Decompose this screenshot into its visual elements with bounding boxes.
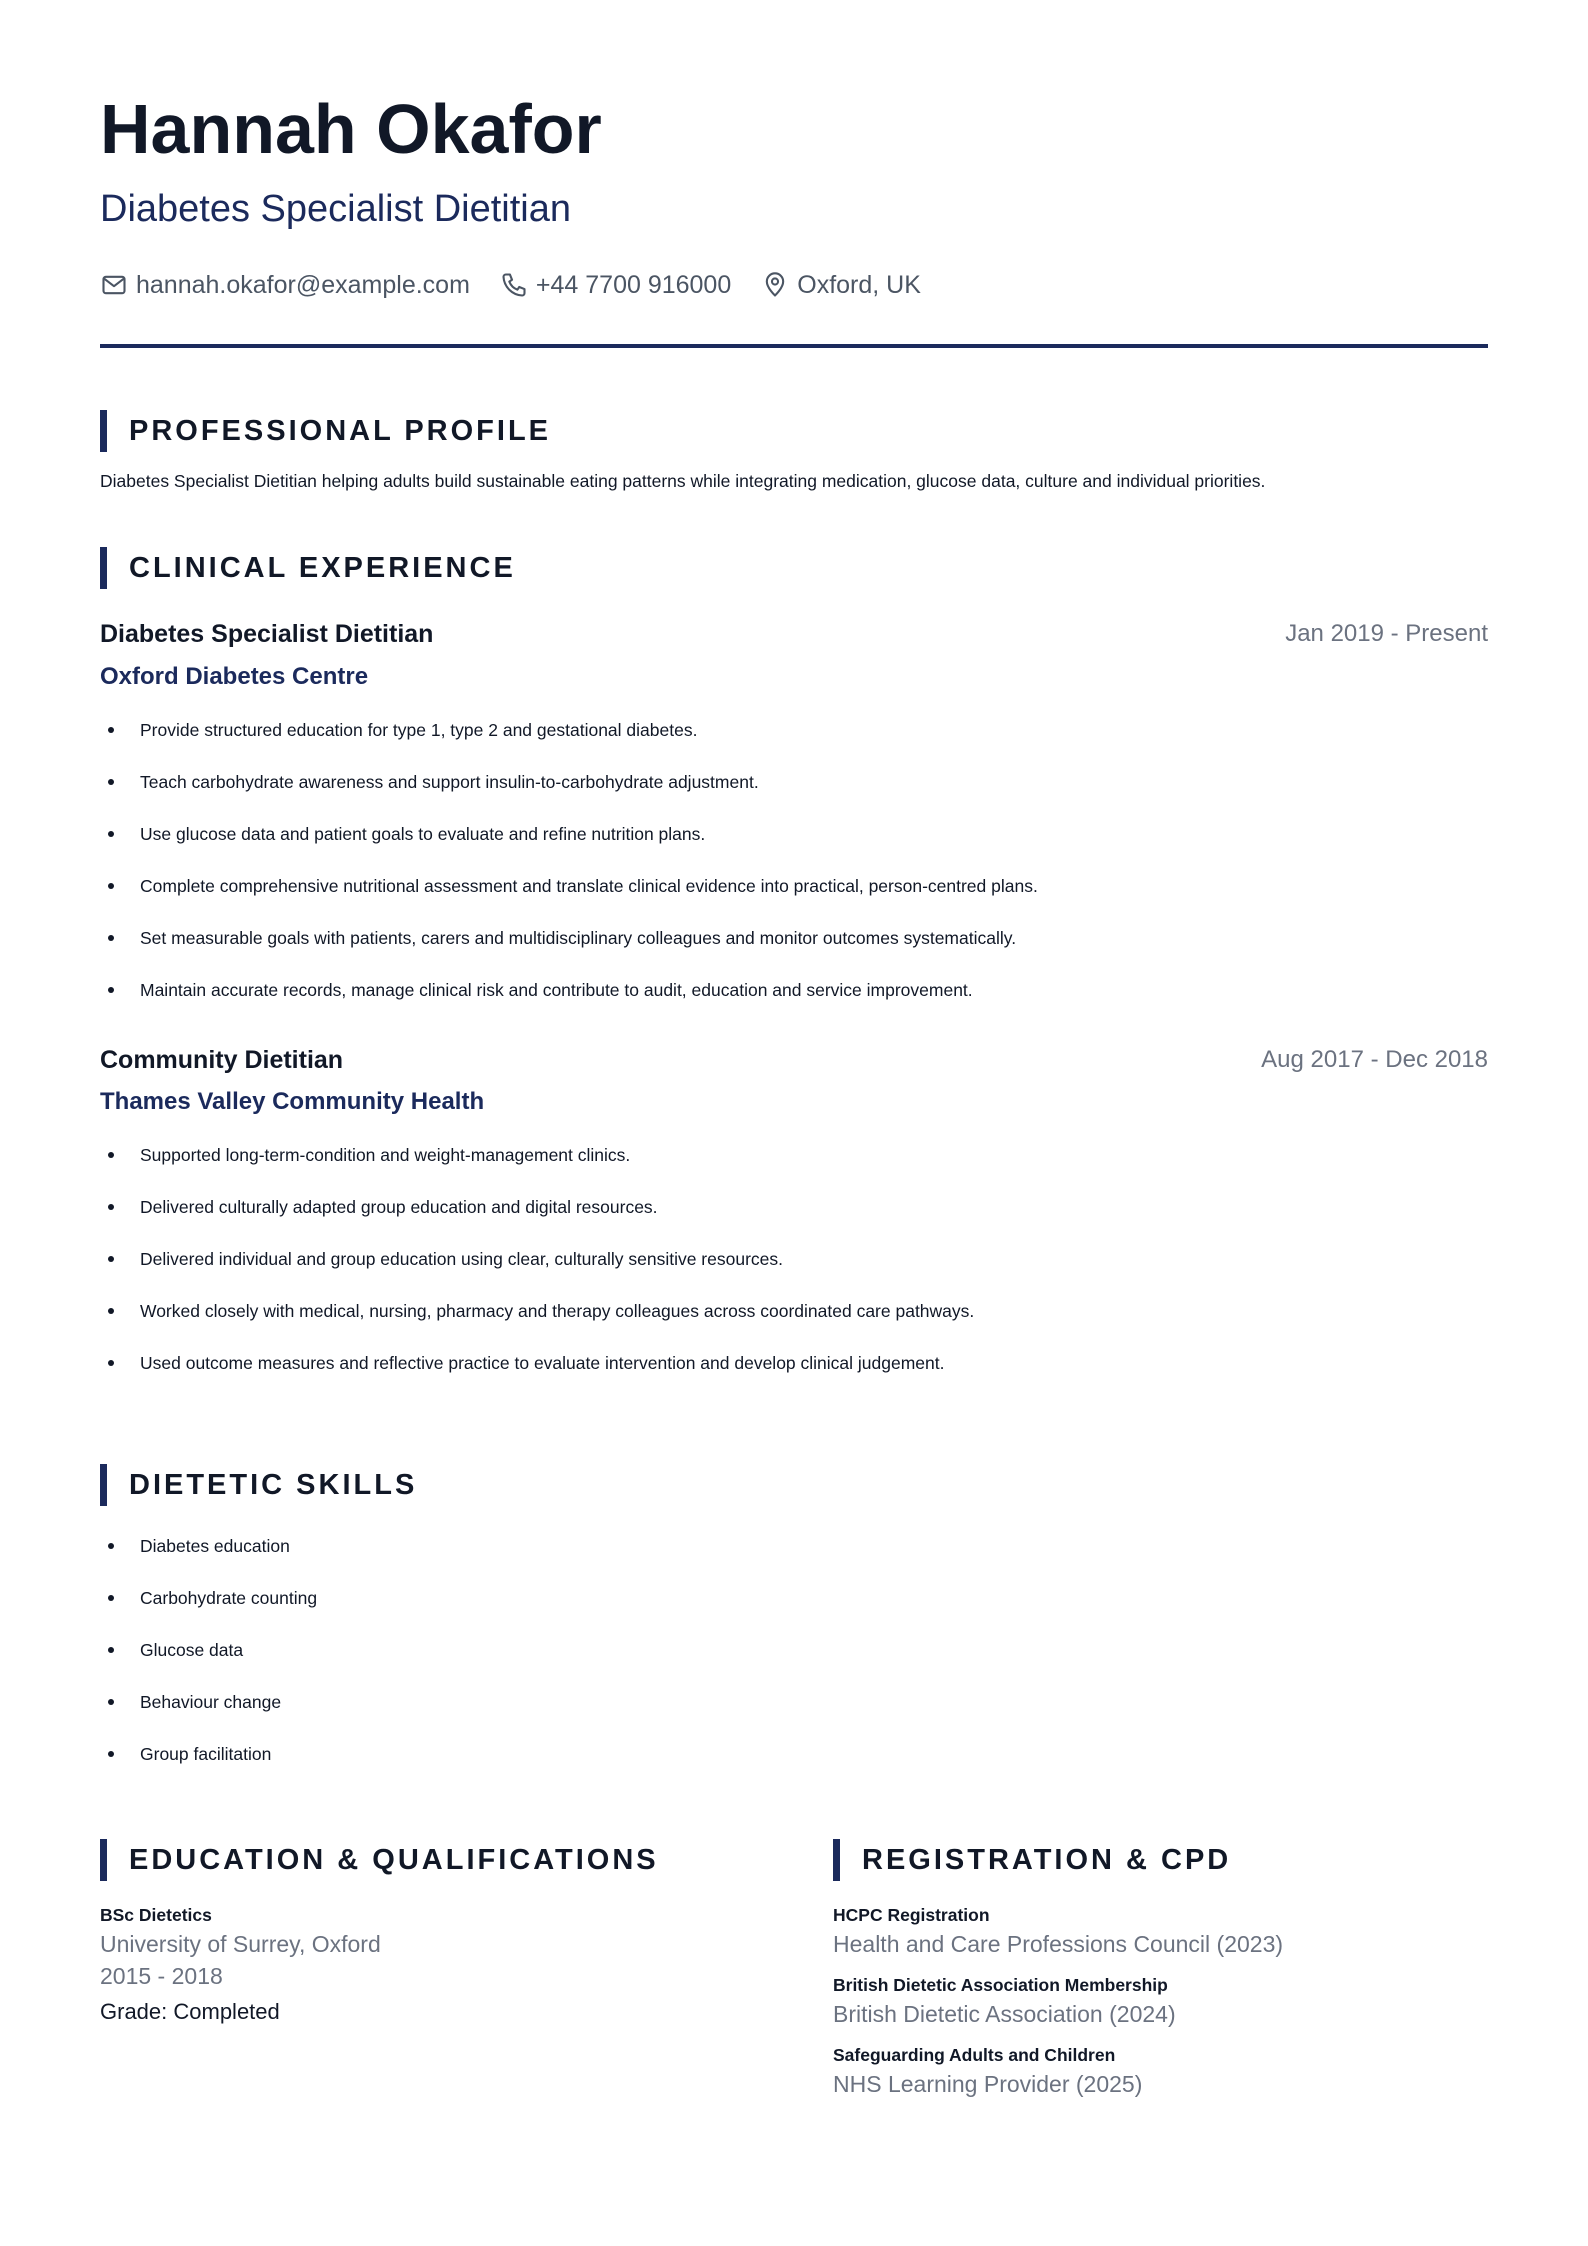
list-item: Used outcome measures and reflective practice to evaluate intervention and develop clinical judgement. — [100, 1350, 1488, 1376]
skills-list — [100, 1533, 1488, 1793]
section-heading-text: EDUCATION & QUALIFICATIONS — [129, 1844, 659, 1876]
list-item: Carbohydrate counting — [100, 1585, 1488, 1611]
section-heading-text: CLINICAL EXPERIENCE — [129, 552, 516, 584]
section-accent-bar — [100, 410, 107, 452]
contact-email[interactable] — [100, 268, 470, 302]
job-title: Diabetes Specialist Dietitian — [100, 620, 434, 648]
cpd-title: Safeguarding Adults and Children — [833, 2045, 1116, 2065]
section-heading-text: DIETETIC SKILLS — [129, 1469, 418, 1501]
cpd-detail: NHS Learning Provider (2025) — [833, 2071, 1143, 2097]
list-item: Teach carbohydrate awareness and support insulin-to-carbohydrate adjustment. — [100, 769, 1488, 795]
candidate-role: Diabetes Specialist Dietitian — [100, 188, 572, 230]
cpd-title: HCPC Registration — [833, 1905, 990, 1925]
job-dates: Aug 2017 - Dec 2018 — [1261, 1046, 1488, 1073]
phone-text: +44 7700 916000 — [535, 271, 732, 299]
map-pin-icon — [761, 271, 789, 299]
list-item: Maintain accurate records, manage clinical risk and contribute to audit, education and service improvement. — [100, 977, 1488, 1003]
envelope-icon — [100, 271, 128, 299]
contact-phone[interactable] — [500, 268, 731, 302]
list-item: Provide structured education for type 1, type 2 and gestational diabetes. — [100, 717, 1488, 743]
list-item: Use glucose data and patient goals to evaluate and refine nutrition plans. — [100, 821, 1488, 847]
job-dates: Jan 2019 - Present — [1285, 620, 1488, 647]
location-text: Oxford, UK — [797, 271, 921, 299]
cpd-item — [833, 2042, 1473, 2100]
list-item: Behaviour change — [100, 1689, 1488, 1715]
header-divider — [100, 344, 1488, 348]
section-heading-profile — [100, 410, 551, 452]
job-bullets — [100, 717, 1488, 1029]
list-item: Group facilitation — [100, 1741, 1488, 1767]
list-item: Delivered individual and group education using clear, culturally sensitive resources. — [100, 1246, 1488, 1272]
email-text: hannah.okafor@example.com — [136, 271, 470, 299]
list-item: Glucose data — [100, 1637, 1488, 1663]
section-accent-bar — [100, 1464, 107, 1506]
registration-column — [833, 1902, 1473, 2112]
degree-title: BSc Dietetics — [100, 1905, 212, 1925]
section-heading-experience — [100, 547, 516, 589]
cpd-detail: British Dietetic Association (2024) — [833, 2001, 1176, 2027]
job-organisation: Thames Valley Community Health — [100, 1088, 485, 1115]
list-item: Supported long-term-condition and weight-management clinics. — [100, 1142, 1488, 1168]
cpd-detail: Health and Care Professions Council (2023) — [833, 1931, 1284, 1957]
list-item: Worked closely with medical, nursing, pharmacy and therapy colleagues across coordinated care pathways. — [100, 1298, 1488, 1324]
contact-location — [761, 268, 921, 302]
education-years: 2015 - 2018 — [100, 1963, 223, 1989]
section-heading-registration — [833, 1839, 1231, 1881]
job-bullets — [100, 1142, 1488, 1402]
list-item: Complete comprehensive nutritional assessment and translate clinical evidence into practical, person-centred plans. — [100, 873, 1488, 899]
cpd-item — [833, 1902, 1473, 1960]
job-title: Community Dietitian — [100, 1046, 344, 1074]
cpd-item — [833, 1972, 1473, 2030]
list-item: Set measurable goals with patients, carers and multidisciplinary colleagues and monitor outcomes systematically. — [100, 925, 1488, 951]
phone-icon — [500, 271, 528, 299]
section-accent-bar — [100, 547, 107, 589]
section-heading-education — [100, 1839, 659, 1881]
cpd-title: British Dietetic Association Membership — [833, 1975, 1168, 1995]
education-grade: Grade: Completed — [100, 1999, 280, 2024]
job-organisation: Oxford Diabetes Centre — [100, 663, 369, 690]
section-accent-bar — [100, 1839, 107, 1881]
section-heading-text: PROFESSIONAL PROFILE — [129, 415, 552, 447]
education-column — [100, 1902, 740, 2028]
institution: University of Surrey, Oxford — [100, 1931, 381, 1957]
list-item: Delivered culturally adapted group education and digital resources. — [100, 1194, 1488, 1220]
list-item: Diabetes education — [100, 1533, 1488, 1559]
profile-summary: Diabetes Specialist Dietitian helping adults build sustainable eating patterns while integrating medication, glucose data, culture and individual priorities. — [100, 471, 1266, 491]
section-accent-bar — [833, 1839, 840, 1881]
contact-row — [100, 268, 951, 302]
candidate-name: Hannah Okafor — [100, 90, 602, 168]
section-heading-skills — [100, 1464, 417, 1506]
section-heading-text: REGISTRATION & CPD — [862, 1844, 1232, 1876]
